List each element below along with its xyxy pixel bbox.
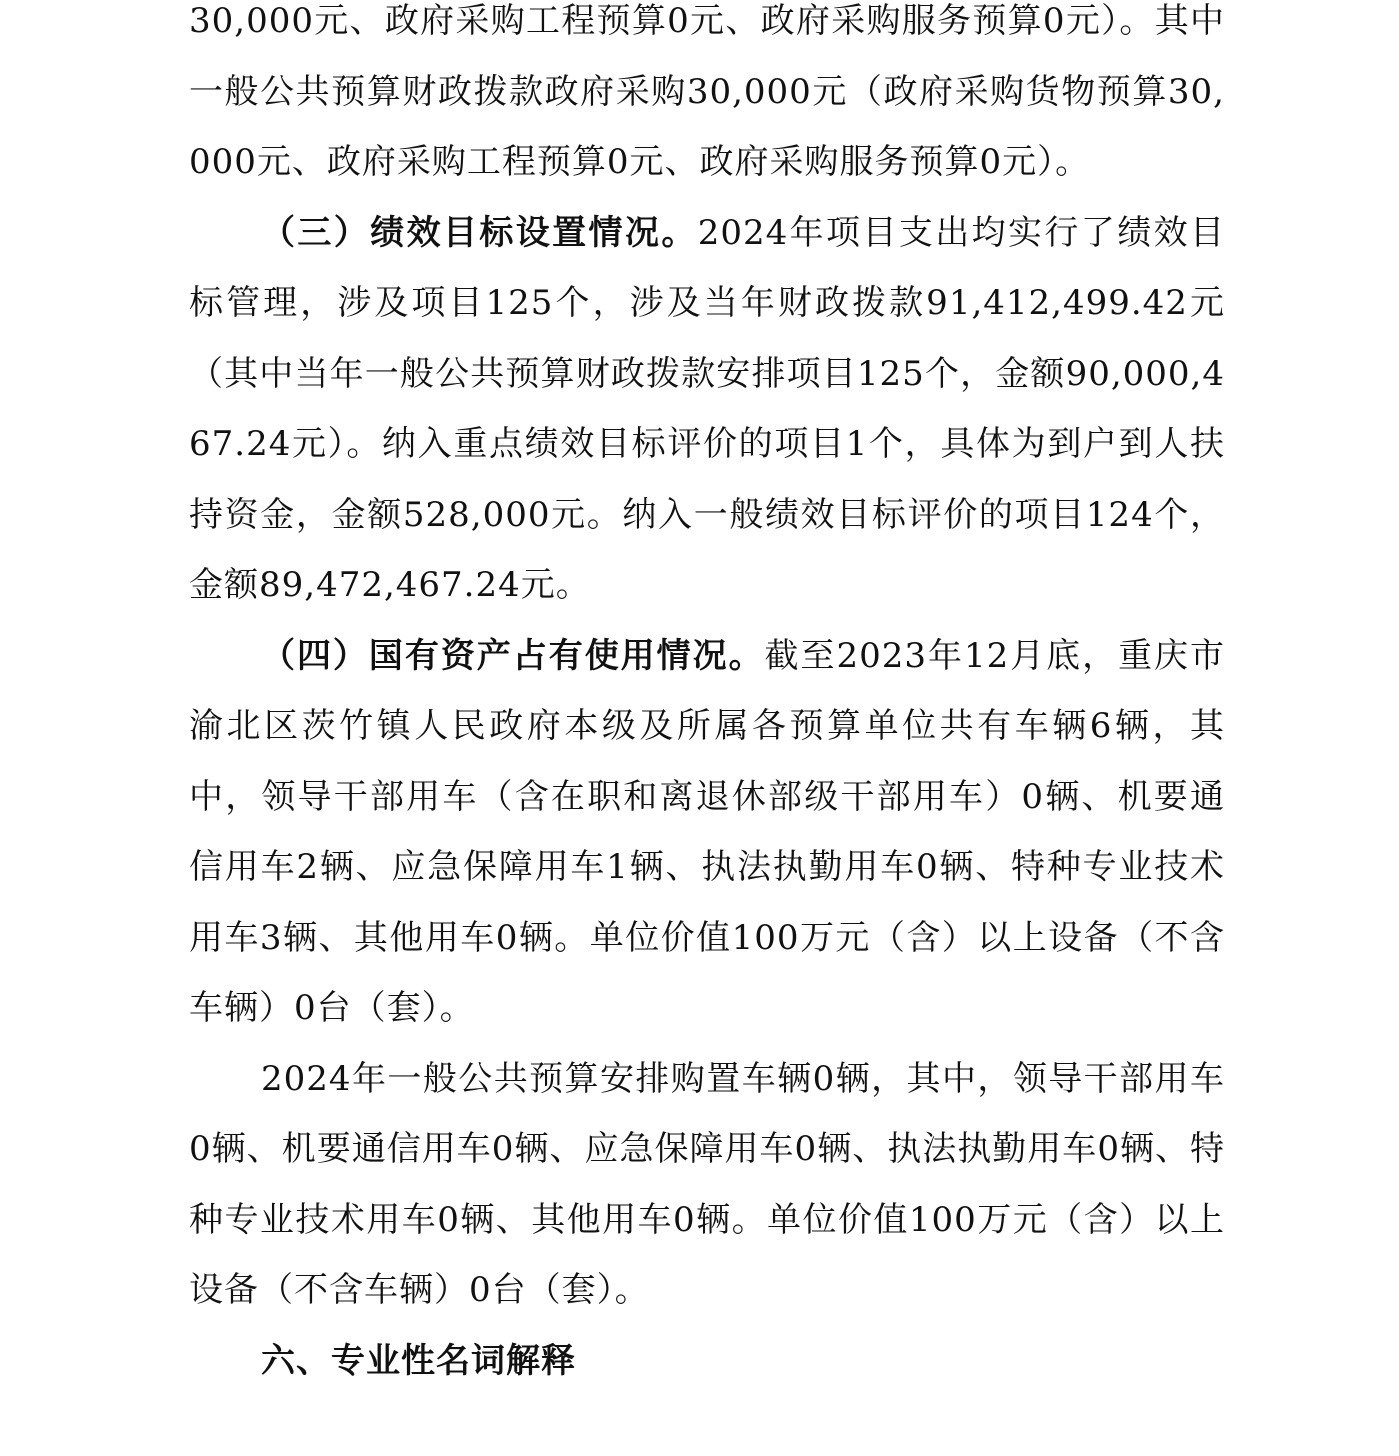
text-state-assets: 截至2023年12月底，重庆市渝北区茨竹镇人民政府本级及所属各预算单位共有车辆6辆，其中，领导干部用车（含在职和离退休部级干部用车）0辆、机要通信用车2辆、应急保障用车1辆、执法执勤用车0辆、特种专业技术用车3辆、其他用车0辆。单位价值100万元（含）以上设备（不含车辆）0台（套）。 [189, 635, 1226, 1028]
paragraph-vehicle-purchase: 2024年一般公共预算安排购置车辆0辆，其中，领导干部用车0辆、机要通信用车0辆、应急保障用车0辆、执法执勤用车0辆、特种专业技术用车0辆、其他用车0辆。单位价值100万元（含）以上设备（不含车辆）0台（套）。 [189, 1058, 1225, 1310]
document-content [189, 0, 1225, 1396]
paragraph-performance-targets [189, 198, 1225, 621]
heading-state-assets: （四）国有资产占有使用情况。 [261, 635, 765, 676]
paragraph-state-assets [189, 621, 1225, 1044]
section-title-terminology: 六、专业性名词解释 [261, 1340, 576, 1381]
paragraph-procurement-continuation: 30,000元、政府采购工程预算0元、政府采购服务预算0元）。其中一般公共预算财政拨款政府采购30,000元（政府采购货物预算30,000元、政府采购工程预算0元、政府采购服务预算0元）。 [189, 1, 1225, 182]
heading-performance-targets: （三）绩效目标设置情况。 [261, 212, 698, 253]
text-performance-targets: 2024年项目支出均实行了绩效目标管理，涉及项目125个，涉及当年财政拨款91,412,499.42元（其中当年一般公共预算财政拨款安排项目125个，金额90,000,467.24元）。纳入重点绩效目标评价的项目1个，具体为到户到人扶持资金，金额528,000元。纳入一般绩效目标评价的项目124个，金额89,472,467.24元。 [189, 212, 1225, 605]
